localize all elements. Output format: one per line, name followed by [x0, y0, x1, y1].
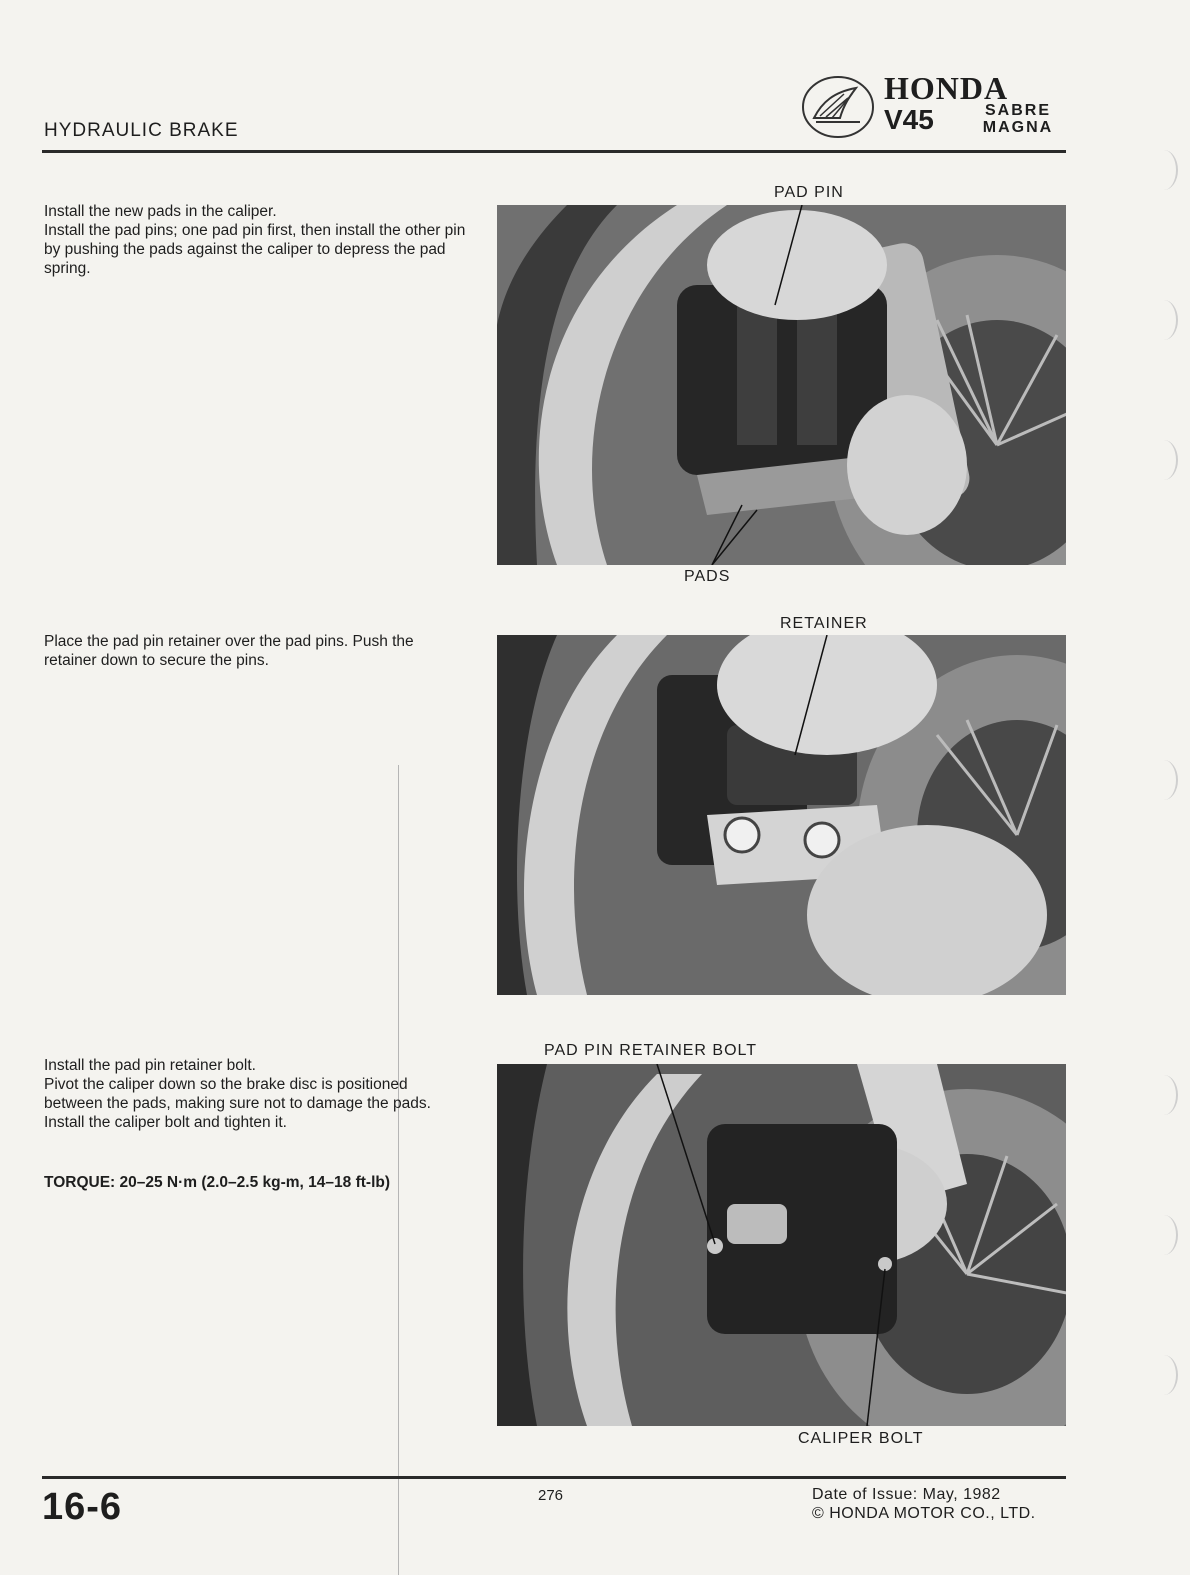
- binder-hole-mark: [1150, 1075, 1178, 1115]
- callout-pad-pin-retainer-bolt: PAD PIN RETAINER BOLT: [544, 1042, 758, 1059]
- photo-install-caliper-bolt: [497, 1064, 1066, 1426]
- callout-pad-pin: PAD PIN: [774, 184, 844, 201]
- issue-info: [812, 1485, 1036, 1523]
- binder-hole-mark: [1150, 760, 1178, 800]
- callout-pads: PADS: [684, 568, 731, 585]
- copyright: © HONDA MOTOR CO., LTD.: [812, 1505, 1036, 1522]
- callout-caliper-bolt: CALIPER BOLT: [798, 1430, 924, 1447]
- step-3-line-2: Pivot the caliper down so the brake disc is positioned between the pads, making sure not to damage the pads.: [44, 1076, 431, 1112]
- step-1-line-1: Install the new pads in the caliper.: [44, 203, 277, 220]
- binder-hole-mark: [1150, 440, 1178, 480]
- issue-date: Date of Issue: May, 1982: [812, 1486, 1001, 1503]
- model-variant-sabre: SABRE: [984, 102, 1051, 119]
- model-variant-magna: MAGNA: [982, 119, 1054, 136]
- brand-name: HONDA: [884, 70, 1009, 106]
- scan-artifact-line: [398, 765, 399, 1575]
- binder-hole-mark: [1150, 300, 1178, 340]
- step-2-line-1: Place the pad pin retainer over the pad pins. Push the retainer down to secure the pins.: [44, 633, 414, 669]
- honda-wing-emblem-icon: [800, 74, 876, 140]
- binder-hole-mark: [1150, 1355, 1178, 1395]
- callout-retainer: RETAINER: [780, 615, 868, 632]
- footer-rule: [42, 1476, 1066, 1479]
- torque-spec: TORQUE: 20–25 N·m (2.0–2.5 kg-m, 14–18 ft-lb): [44, 1174, 391, 1191]
- header-rule: [42, 150, 1066, 153]
- binder-hole-mark: [1150, 1215, 1178, 1255]
- sequence-number: 276: [538, 1487, 564, 1504]
- photo-install-retainer: [497, 635, 1066, 995]
- step-2-text: [44, 632, 469, 670]
- photo-install-pads: [497, 205, 1066, 565]
- step-3-line-1: Install the pad pin retainer bolt.: [44, 1057, 256, 1074]
- section-title: HYDRAULIC BRAKE: [44, 120, 239, 141]
- step-3-line-3: Install the caliper bolt and tighten it.: [44, 1114, 287, 1131]
- step-1-text: [44, 202, 469, 278]
- model-variants: [968, 102, 1068, 136]
- model-name: V45: [884, 104, 934, 135]
- step-1-line-2: Install the pad pins; one pad pin first, then install the other pin by pushing the pads against the caliper to depress the pad spring.: [44, 222, 466, 277]
- page-number: 16-6: [42, 1486, 123, 1528]
- step-3-text: [44, 1056, 469, 1132]
- binder-hole-mark: [1150, 150, 1178, 190]
